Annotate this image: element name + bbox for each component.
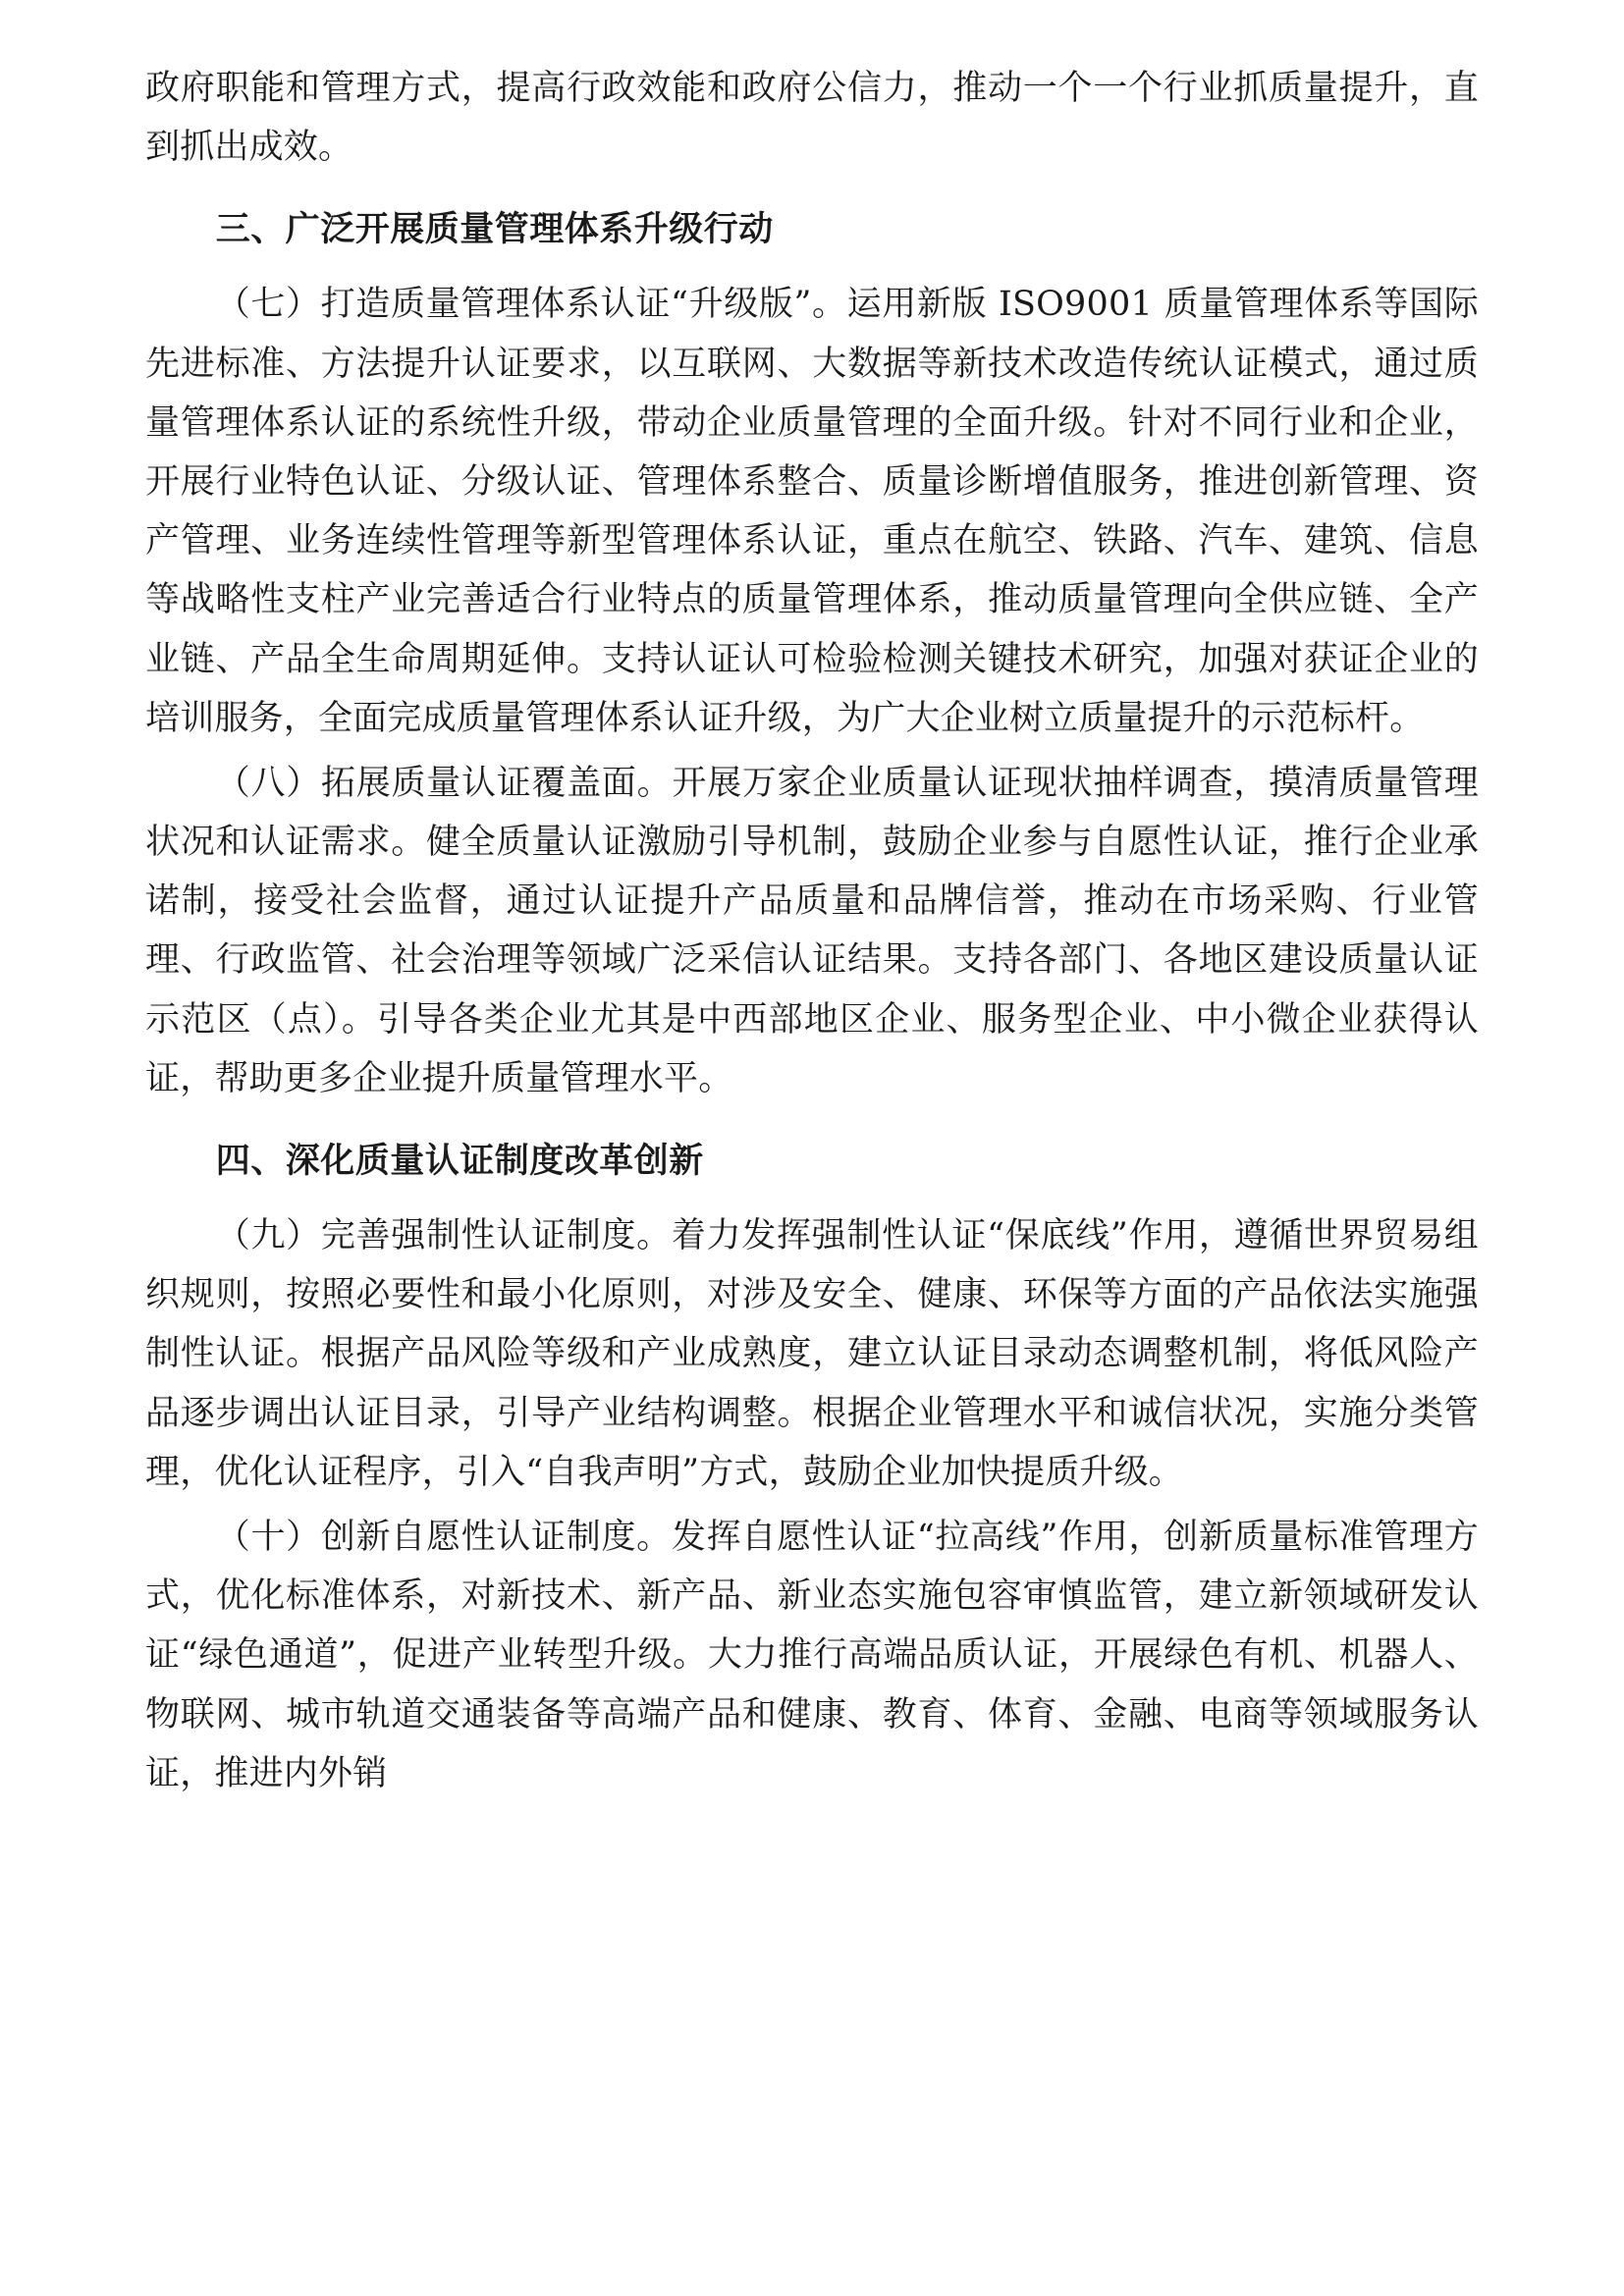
section-heading-four: 四、深化质量认证制度改革创新 [215,1142,704,1181]
paragraph-item-7: （七）打造质量管理体系认证“升级版”。运用新版 ISO9001 质量管理体系等国际先进标准、方法提升认证要求，以互联网、大数据等新技术改造传统认证模式，通过质量管理体系认证的系统性升级，带动企业质量管理的全面升级。针对不同行业和企业，开展行业特色认证、分级认证、管理体系整合、质量诊断增值服务，推进创新管理、资产管理、业务连续性管理等新型管理体系认证，重点在航空、铁路、汽车、建筑、信息等战略性支柱产业完善适合行业特点的质量管理体系，推动质量管理向全供应链、全产业链、产品全生命周期延伸。支持认证认可检验检测关键技术研究，加强对获证企业的培训服务，全面完成质量管理体系认证升级，为广大企业树立质量提升的示范标杆。 [145,285,1479,738]
section-heading-three: 三、广泛开展质量管理体系升级行动 [215,210,774,250]
paragraph-item-10: （十）创新自愿性认证制度。发挥自愿性认证“拉高线”作用，创新质量标准管理方式，优化标准体系，对新技术、新产品、新业态实施包容审慎监管，建立新领域研发认证“绿色通道”，促进产业转型升级。大力推行高端品质认证，开展绿色有机、机器人、物联网、城市轨道交通装备等高端产品和健康、教育、体育、金融、电商等领域服务认证，推进内外销 [145,1517,1479,1793]
paragraph-item-8: （八）拓展质量认证覆盖面。开展万家企业质量认证现状抽样调查，摸清质量管理状况和认证需求。健全质量认证激励引导机制，鼓励企业参与自愿性认证，推行企业承诺制，接受社会监督，通过认证提升产品质量和品牌信誉，推动在市场采购、行业管理、行政监管、社会治理等领域广泛采信认证结果。支持各部门、各地区建设质量认证示范区（点）。引导各类企业尤其是中西部地区企业、服务型企业、中小微企业获得认证，帮助更多企业提升质量管理水平。 [145,763,1479,1098]
paragraph-continued-top: 政府职能和管理方式，提高行政效能和政府公信力，推动一个一个行业抓质量提升，直到抓出成效。 [145,69,1479,168]
document-body [145,59,1479,1803]
paragraph-item-9: （九）完善强制性认证制度。着力发挥强制性认证“保底线”作用，遵循世界贸易组织规则，按照必要性和最小化原则，对涉及安全、健康、环保等方面的产品依法实施强制性认证。根据产品风险等级和产业成熟度，建立认证目录动态调整机制，将低风险产品逐步调出认证目录，引导产业结构调整。根据企业管理水平和诚信状况，实施分类管理，优化认证程序，引入“自我声明”方式，鼓励企业加快提质升级。 [145,1216,1479,1492]
